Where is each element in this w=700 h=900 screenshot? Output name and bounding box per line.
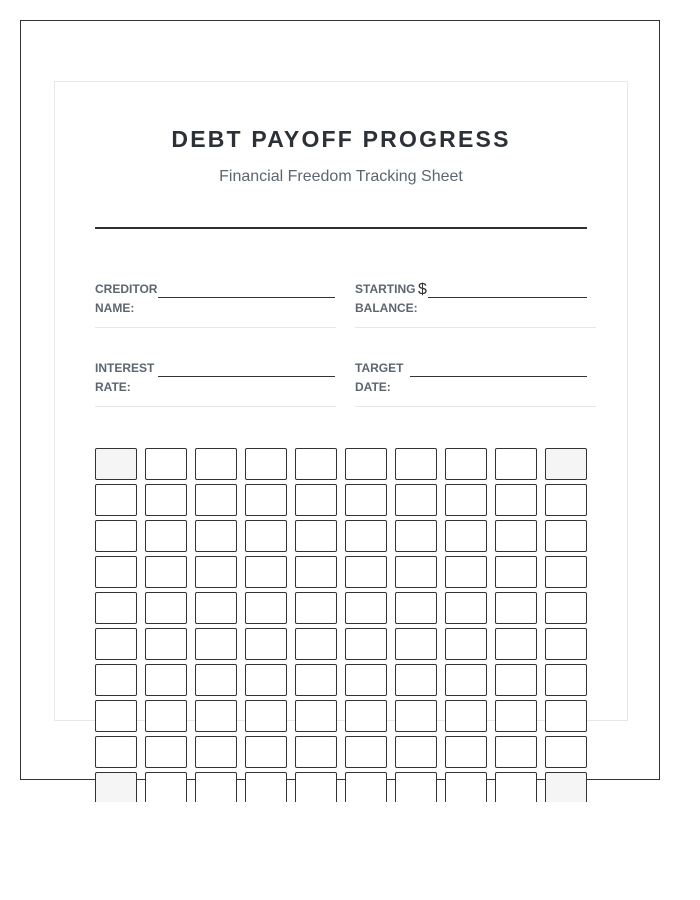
tracker-box[interactable]	[195, 664, 237, 696]
tracker-box[interactable]	[195, 700, 237, 732]
tracker-box[interactable]	[545, 448, 587, 480]
tracker-box[interactable]	[245, 628, 287, 660]
target-date-label: TARGET DATE:	[355, 361, 404, 394]
tracker-box[interactable]	[545, 556, 587, 588]
tracker-box[interactable]	[445, 664, 487, 696]
tracker-box[interactable]	[95, 520, 137, 552]
tracker-box[interactable]	[445, 556, 487, 588]
page-subtitle: Financial Freedom Tracking Sheet	[219, 168, 463, 185]
tracker-box[interactable]	[345, 484, 387, 516]
tracker-box[interactable]	[395, 484, 437, 516]
tracker-box[interactable]	[545, 736, 587, 768]
tracker-box[interactable]	[245, 484, 287, 516]
creditor-name-field	[95, 280, 336, 328]
tracker-box[interactable]	[95, 700, 137, 732]
tracker-box[interactable]	[245, 736, 287, 768]
tracker-box[interactable]	[145, 556, 187, 588]
tracker-box[interactable]	[495, 664, 537, 696]
tracker-box[interactable]	[345, 556, 387, 588]
tracker-box[interactable]	[145, 700, 187, 732]
tracker-box[interactable]	[345, 628, 387, 660]
tracker-box[interactable]	[295, 556, 337, 588]
tracker-box[interactable]	[445, 520, 487, 552]
tracker-box[interactable]	[295, 520, 337, 552]
tracker-box[interactable]	[395, 700, 437, 732]
tracker-box[interactable]	[195, 592, 237, 624]
interest-rate-label: INTEREST RATE:	[95, 361, 155, 394]
tracker-box[interactable]	[195, 772, 237, 802]
progress-grid	[95, 448, 587, 802]
tracker-box[interactable]	[545, 664, 587, 696]
tracker-box[interactable]	[295, 628, 337, 660]
tracker-box[interactable]	[495, 520, 537, 552]
tracker-box[interactable]	[395, 664, 437, 696]
tracker-box[interactable]	[445, 700, 487, 732]
tracker-box[interactable]	[345, 664, 387, 696]
progress-tracker	[95, 448, 587, 802]
tracker-box[interactable]	[145, 448, 187, 480]
tracker-box[interactable]	[445, 592, 487, 624]
tracker-box[interactable]	[95, 556, 137, 588]
tracker-box[interactable]	[295, 484, 337, 516]
tracker-box[interactable]	[145, 772, 187, 802]
tracker-box[interactable]	[245, 520, 287, 552]
tracker-box[interactable]	[495, 484, 537, 516]
tracker-box[interactable]	[445, 736, 487, 768]
tracker-box[interactable]	[395, 556, 437, 588]
tracker-box[interactable]	[145, 628, 187, 660]
tracker-box[interactable]	[95, 628, 137, 660]
tracker-box[interactable]	[545, 700, 587, 732]
interest-rate-field	[95, 359, 336, 407]
tracker-box[interactable]	[545, 772, 587, 802]
tracker-box[interactable]	[395, 592, 437, 624]
tracker-box[interactable]	[345, 736, 387, 768]
tracker-box[interactable]	[195, 556, 237, 588]
tracker-box[interactable]	[95, 664, 137, 696]
tracker-box[interactable]	[495, 772, 537, 802]
tracker-box[interactable]	[195, 484, 237, 516]
tracker-box[interactable]	[395, 520, 437, 552]
tracker-box[interactable]	[245, 448, 287, 480]
tracker-box[interactable]	[195, 520, 237, 552]
tracker-box[interactable]	[95, 736, 137, 768]
tracker-box[interactable]	[395, 736, 437, 768]
tracker-box[interactable]	[295, 736, 337, 768]
tracker-box[interactable]	[395, 772, 437, 802]
tracker-box[interactable]	[95, 448, 137, 480]
tracker-box[interactable]	[295, 664, 337, 696]
tracker-box[interactable]	[245, 664, 287, 696]
tracker-box[interactable]	[145, 592, 187, 624]
tracker-box[interactable]	[445, 448, 487, 480]
tracker-box[interactable]	[395, 628, 437, 660]
tracker-box[interactable]	[445, 484, 487, 516]
tracker-box[interactable]	[345, 592, 387, 624]
tracker-box[interactable]	[145, 664, 187, 696]
tracker-box[interactable]	[295, 772, 337, 802]
tracker-box[interactable]	[295, 700, 337, 732]
tracker-box[interactable]	[345, 772, 387, 802]
tracker-box[interactable]	[345, 448, 387, 480]
tracker-box[interactable]	[245, 556, 287, 588]
tracker-box[interactable]	[545, 592, 587, 624]
tracker-box[interactable]	[145, 520, 187, 552]
tracker-box[interactable]	[495, 628, 537, 660]
currency-symbol: $	[418, 281, 427, 298]
starting-balance-field	[355, 280, 596, 328]
target-date-field	[355, 359, 596, 407]
tracker-box[interactable]	[245, 700, 287, 732]
tracker-box[interactable]	[345, 520, 387, 552]
tracker-box[interactable]	[295, 448, 337, 480]
target-date-input-line[interactable]	[410, 376, 587, 377]
creditor-name-label: CREDITOR NAME:	[95, 282, 158, 315]
tracker-box[interactable]	[295, 592, 337, 624]
starting-balance-input-line[interactable]	[428, 297, 587, 298]
tracker-box[interactable]	[245, 592, 287, 624]
tracker-box[interactable]	[495, 736, 537, 768]
tracker-box[interactable]	[395, 448, 437, 480]
starting-balance-label: STARTING BALANCE:	[355, 282, 418, 315]
tracker-box[interactable]	[195, 448, 237, 480]
tracker-box[interactable]	[495, 556, 537, 588]
page-title: DEBT PAYOFF PROGRESS	[171, 126, 511, 152]
tracker-box[interactable]	[545, 484, 587, 516]
tracker-box[interactable]	[445, 628, 487, 660]
tracker-box[interactable]	[495, 448, 537, 480]
tracker-box[interactable]	[495, 700, 537, 732]
interest-rate-input-line[interactable]	[158, 376, 335, 377]
tracker-box[interactable]	[145, 736, 187, 768]
tracker-box[interactable]	[495, 592, 537, 624]
tracker-box[interactable]	[95, 484, 137, 516]
tracker-box[interactable]	[95, 772, 137, 802]
tracker-box[interactable]	[195, 628, 237, 660]
tracker-box[interactable]	[195, 736, 237, 768]
tracker-box[interactable]	[345, 700, 387, 732]
tracker-box[interactable]	[545, 628, 587, 660]
title-divider	[95, 227, 587, 229]
tracker-box[interactable]	[445, 772, 487, 802]
tracker-box[interactable]	[145, 484, 187, 516]
creditor-name-input-line[interactable]	[158, 297, 335, 298]
tracker-box[interactable]	[545, 520, 587, 552]
tracker-box[interactable]	[245, 772, 287, 802]
tracker-box[interactable]	[95, 592, 137, 624]
